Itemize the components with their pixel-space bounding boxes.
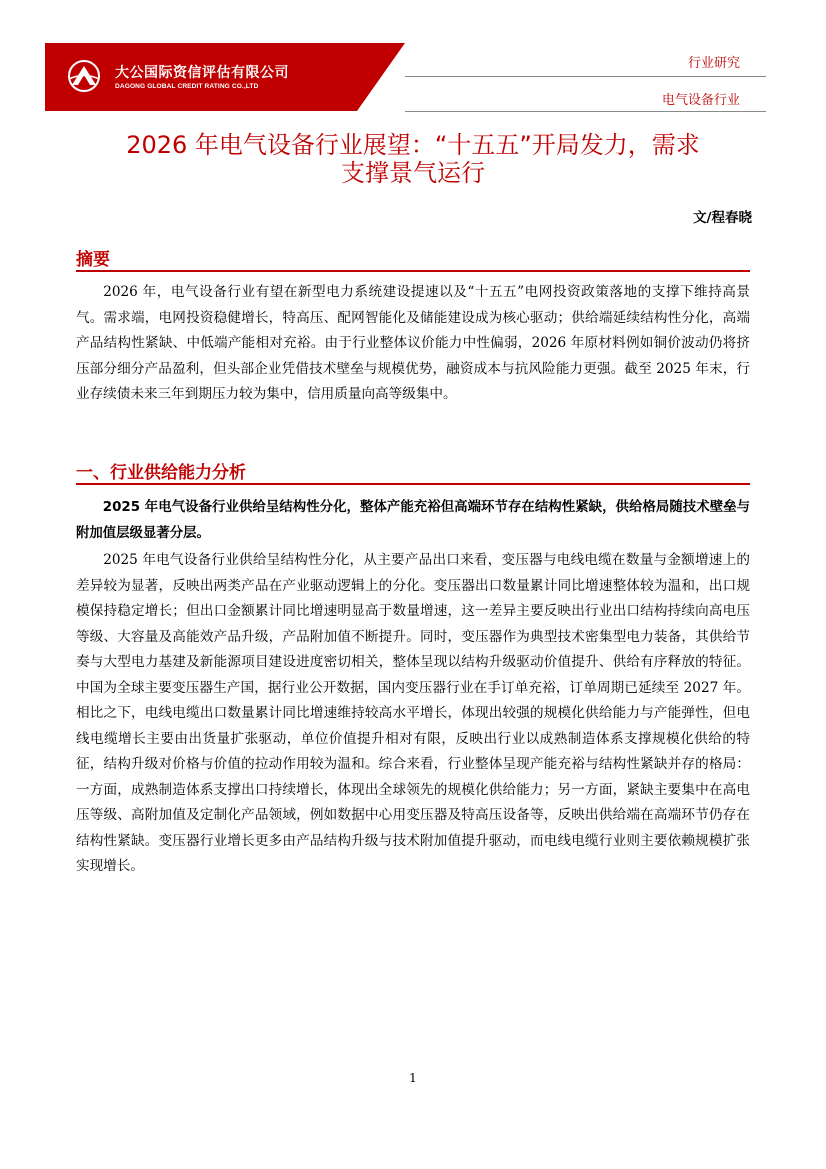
header-category: 行业研究 xyxy=(687,56,740,71)
section-divider xyxy=(76,270,750,272)
brand-name-cn: 大公国际资信评估有限公司 xyxy=(115,65,289,81)
page-title-line-1: 2026 年电气设备行业展望：“十五五”开局发力，需求 xyxy=(126,131,700,159)
header-divider xyxy=(405,111,766,112)
page-number: 1 xyxy=(409,1071,417,1085)
header-industry: 电气设备行业 xyxy=(661,93,740,108)
section-summary: 2025 年电气设备行业供给呈结构性分化，整体产能充裕但高端环节存在结构性紧缺，供给格局随技术壁垒与附加值层级显著分层。 xyxy=(76,500,750,541)
page-title xyxy=(60,131,766,187)
brand-name-en: DAGONG GLOBAL CREDIT RATING CO.,LTD xyxy=(115,83,259,90)
author: 文/程春晓 xyxy=(693,210,752,226)
abstract-heading: 摘要 xyxy=(76,250,110,270)
header-divider xyxy=(405,76,766,77)
abstract-paragraph: 2026 年，电气设备行业有望在新型电力系统建设提速以及“十五五”电网投资政策落地的支撑下维持高景气。需求端，电网投资稳健增长，特高压、配网智能化及储能建设成为核心驱动；供给端延续结构性分化，高端产品结构性紧缺、中低端产能相对充裕。由于行业整体议价能力中性偏弱，2026 年原材料例如铜价波动仍将挤压部分细分产品盈利，但头部企业凭借技术壁垒与规模优势，融资成本与抗风险能力更强。截至 2025 年末，行业存续债未来三年到期压力较为集中，信用质量向高等级集中。 xyxy=(76,284,750,402)
page-title-line-2: 支撑景气运行 xyxy=(341,159,485,187)
dagong-logo-icon xyxy=(67,59,101,93)
header-banner xyxy=(45,43,405,111)
section-body-paragraph: 2025 年电气设备行业供给呈结构性分化，从主要产品出口来看，变压器与电线电缆在数量与金额增速上的差异较为显著，反映出两类产品在产业驱动逻辑上的分化。变压器出口数量累计同比增速整体较为温和，出口规模保持稳定增长；但出口金额累计同比增速明显高于数量增速，这一差异主要反映出行业出口结构持续向高电压等级、大容量及高能效产品升级，产品附加值不断提升。同时，变压器作为典型技术密集型电力装备，其供给节奏与大型电力基建及新能源项目建设进度密切相关，整体呈现以结构升级驱动价值提升、供给有序释放的特征。中国为全球主要变压器生产国，据行业公开数据，国内变压器行业在手订单充裕，订单周期已延续至 2027 年。相比之下，电线电缆出口数量累计同比增速维持较高水平增长，体现出较强的规模化供给能力与产能弹性，但电线电缆增长主要由出货量扩张驱动，单位价值提升相对有限，反映出行业以成熟制造体系支撑规模化供给的特征，结构升级对价格与价值的拉动作用较为温和。综合来看，行业整体呈现产能充裕与结构性紧缺并存的格局：一方面，成熟制造体系支撑出口持续增长，体现出全球领先的规模化供给能力；另一方面，紧缺主要集中在高电压等级、高附加值及定制化产品领域，例如数据中心用变压器及特高压设备等，反映出供给端在高端环节仍存在结构性紧缺。变压器行业增长更多由产品结构升级与技术附加值提升驱动，而电线电缆行业则主要依赖规模扩张实现增长。 xyxy=(76,552,750,874)
section-divider xyxy=(76,483,750,485)
section-heading-supply: 一、行业供给能力分析 xyxy=(76,463,246,483)
brand-text xyxy=(115,62,289,90)
